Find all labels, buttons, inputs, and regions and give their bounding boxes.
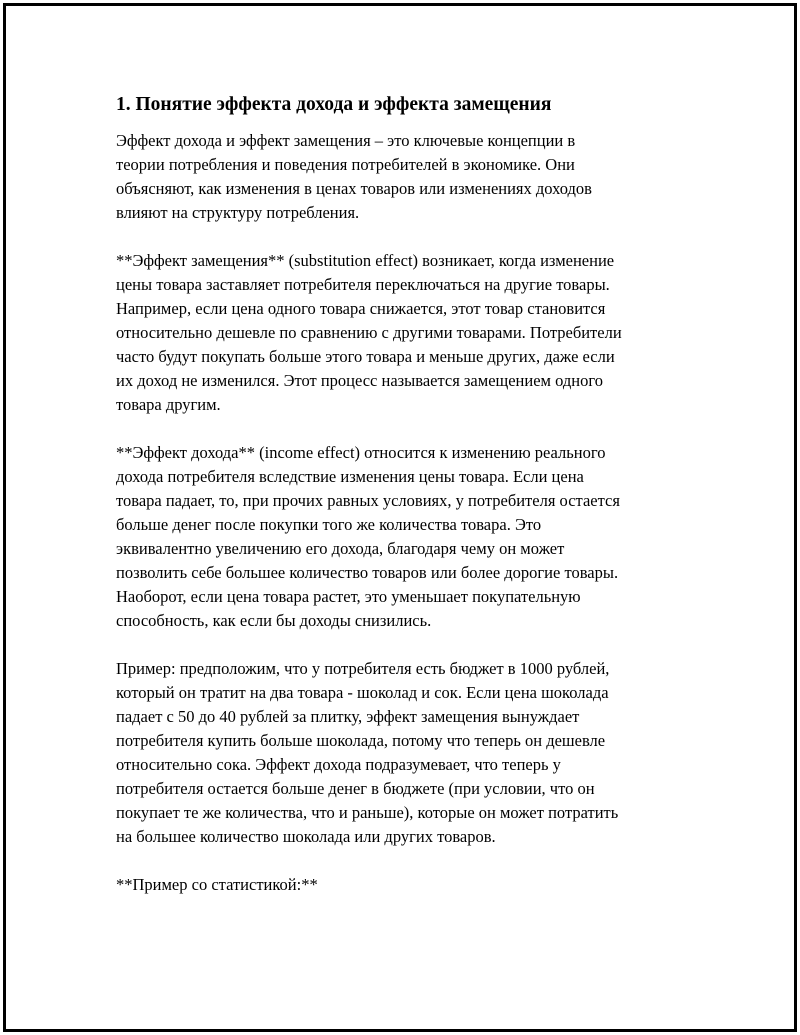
paragraph-substitution-effect [116,249,686,417]
paragraph-statistics-heading [116,873,686,897]
page-title: 1. Понятие эффекта дохода и эффекта замещения [116,94,552,115]
text-line: **Эффект дохода** (income effect) относится к изменению реального [116,443,606,462]
paragraph-intro [116,129,686,225]
text-line: позволить себе большее количество товаров или более дорогие товары. [116,563,619,582]
text-line: падает с 50 до 40 рублей за плитку, эффект замещения вынуждает [116,707,580,726]
text-line: часто будут покупать больше этого товара и меньше других, даже если [116,347,615,366]
text-line: Наоборот, если цена товара растет, это уменьшает покупательную [116,587,581,606]
text-line: товара падает, то, при прочих равных условиях, у потребителя остается [116,491,620,510]
text-line: покупает те же количества, что и раньше), которые он может потратить [116,803,619,822]
text-line: способность, как если бы доходы снизились. [116,611,432,630]
text-line: Пример: предположим, что у потребителя есть бюджет в 1000 рублей, [116,659,610,678]
document-body [116,92,686,897]
text-line: относительно дешевле по сравнению с другими товарами. Потребители [116,323,622,342]
text-line: дохода потребителя вследствие изменения цены товара. Если цена [116,467,584,486]
text-line: Эффект дохода и эффект замещения – это ключевые концепции в [116,131,576,150]
text-line: на большее количество шоколада или других товаров. [116,827,496,846]
text-line: эквивалентно увеличению его дохода, благодаря чему он может [116,539,565,558]
text-line: их доход не изменился. Этот процесс называется замещением одного [116,371,603,390]
text-line: **Эффект замещения** (substitution effect) возникает, когда изменение [116,251,615,270]
paragraph-example [116,657,686,849]
text-line: теории потребления и поведения потребителей в экономике. Они [116,155,575,174]
paragraph-income-effect [116,441,686,633]
text-line: влияют на структуру потребления. [116,203,360,222]
text-line: **Пример со статистикой:** [116,875,318,894]
text-line: потребителя купить больше шоколада, потому что теперь он дешевле [116,731,606,750]
text-line: объясняют, как изменения в ценах товаров или изменениях доходов [116,179,592,198]
text-line: цены товара заставляет потребителя переключаться на другие товары. [116,275,610,294]
text-line: товара другим. [116,395,221,414]
text-line: относительно сока. Эффект дохода подразумевает, что теперь у [116,755,561,774]
text-line: который он тратит на два товара - шоколад и сок. Если цена шоколада [116,683,609,702]
text-line: Например, если цена одного товара снижается, этот товар становится [116,299,606,318]
text-line: больше денег после покупки того же количества товара. Это [116,515,542,534]
text-line: потребителя остается больше денег в бюджете (при условии, что он [116,779,595,798]
